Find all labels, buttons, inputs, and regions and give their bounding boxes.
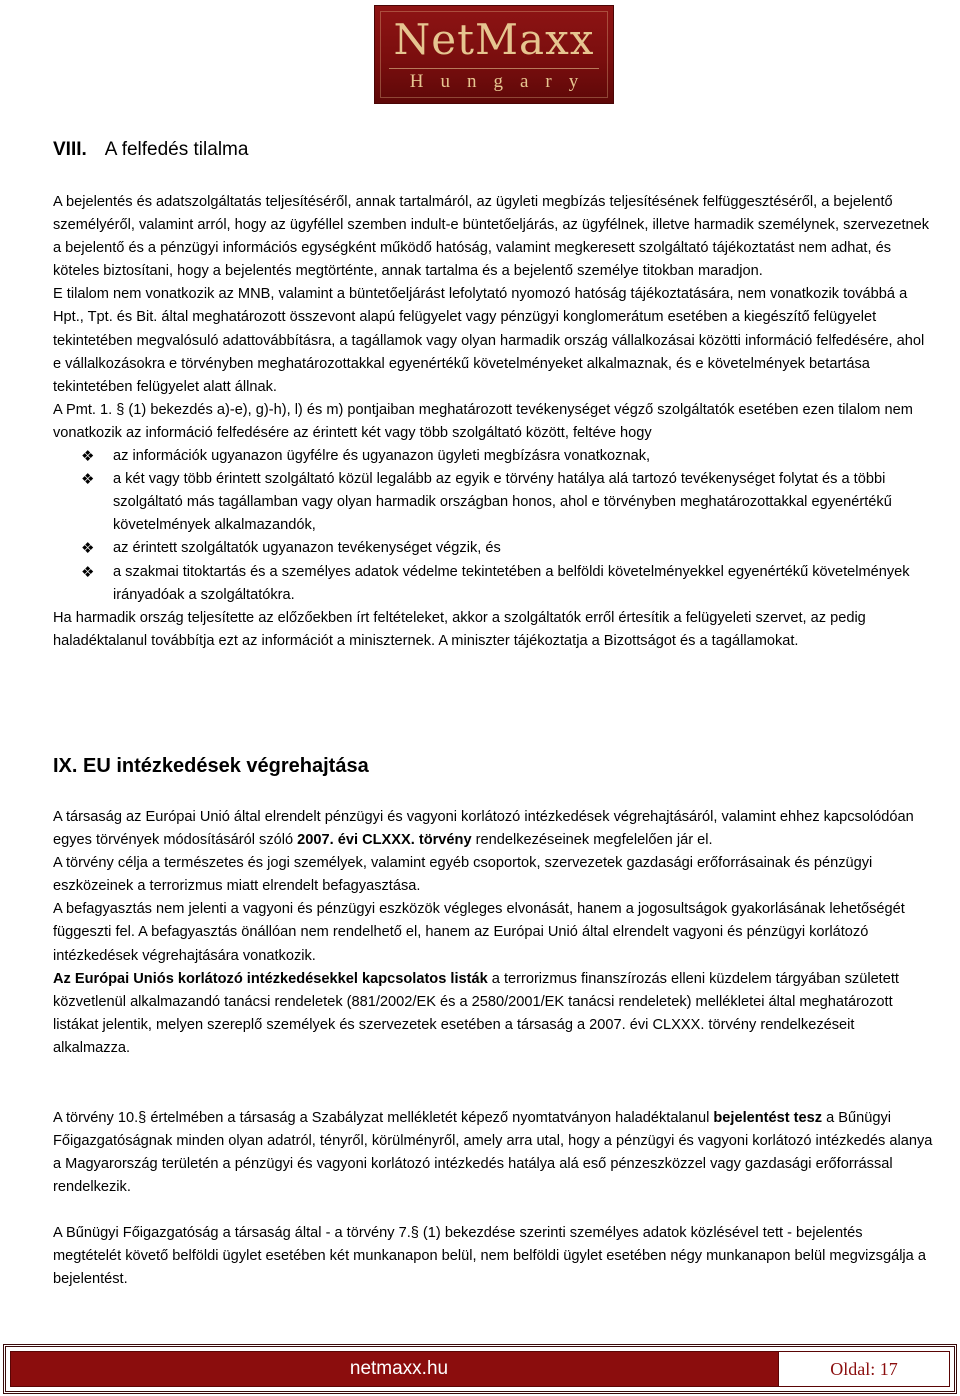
list-item: [53, 561, 933, 607]
section-ix-text: [53, 806, 933, 1060]
paragraph: A Pmt. 1. § (1) bekezdés a)-e), g)-h), l) és m) pontjaiban meghatározott tevékenységet végző szolgáltatók esetében ezen tilalom nem vonatkozik az információ felfedésére az érintett két vagy több szolgáltató között, feltéve hogy: [53, 401, 913, 441]
paragraph: A Bűnügyi Főigazgatóság a társaság által - a törvény 7.§ (1) bekezdése szerinti személyes adatok közlésével tett - bejelentés megtételét követő belföldi ügylet esetében két munkanapon belül, nem belföldi ügylet esetében négy munkanapon belül megvizsgálja a bejelentést.: [53, 1225, 926, 1288]
section-viii-number: VIII.: [53, 139, 87, 160]
bold-term: Az Európai Uniós korlátozó intézkedésekkel kapcsolatos listák: [53, 970, 488, 987]
section-viii-heading: [53, 138, 248, 162]
logo-name: NetMaxx: [393, 15, 595, 64]
netmaxx-logo: [374, 5, 614, 104]
section-viii-text: [53, 191, 933, 653]
diamond-bullet-icon: ❖: [81, 563, 95, 581]
paragraph: A bejelentés és adatszolgáltatás teljesítéséről, annak tartalmáról, az ügyleti megbízás teljesítésének felfüggesztéséről, a bejelentő személyéről, valamint arról, hogy az ügyféllel szemben indult-e büntetőeljárás, az ügyfélnek, illetve harmadik személynek, szervezetnek a bejelentő és a pénzügyi információs egységként működő hatóság, valamint megkeresett szolgáltató tájékoztatást nem adhat, és köteles biztosítani, hogy a bejelentés megtörténte, annak tartalma és a bejelentő személye titokban maradjon.: [53, 194, 930, 280]
bold-term: bejelentést tesz: [713, 1110, 823, 1126]
paragraph: A befagyasztás nem jelenti a vagyoni és pénzügyi eszközök végleges elvonását, hanem a jogosultságok gyakorlásának lehetőségét függeszti fel. A befagyasztás önállóan nem rendelhető el, hanem az Európai Unió által elrendelt vagyoni és pénzügyi korlátozó intézkedések végrehajtására vonatkozik.: [53, 901, 905, 964]
section-ix-text-2: [53, 1107, 933, 1199]
list-item: [53, 445, 933, 468]
paragraph: [53, 1107, 933, 1199]
list-item-text: az információk ugyanazon ügyfélre és ugyanazon ügyleti megbízásra vonatkoznak,: [113, 448, 651, 465]
text-run: a Bűnügyi Főigazgatóságnak minden olyan adatról, tényről, körülményről, amely arra utal, hogy a pénzügyi és vagyoni korlátozó intézkedés alanya a Magyarország területén a pénzügyi és vagyoni korlátozó intézkedés hatálya alá eső pénzeszközzel vagy gazdasági erőforrással rendelkezik.: [53, 1110, 933, 1196]
list-item: [53, 468, 933, 537]
list-item-text: a két vagy több érintett szolgáltató közül legalább az egyik e törvény hatálya alá tartozó tevékenységet folytat és a többi szolgáltató más tagállamban vagy olyan harmadik országban honos, ahol e törvényben meghatározottakkal egyenértékű követelmények alkalmazandók,: [113, 471, 892, 534]
list-item-text: a szakmai titoktartás és a személyes adatok védelme tekintetében a belföldi követelményekkel egyenértékű követelmények irányadóak a szolgáltatókra.: [113, 563, 910, 603]
condition-list: [53, 445, 933, 607]
diamond-bullet-icon: ❖: [81, 448, 95, 466]
footer-band: [10, 1351, 950, 1387]
text-run: A törvény 10.§ értelmében a társaság a Szabályzat mellékletét képező nyomtatványon haladéktalanul: [53, 1110, 714, 1126]
footer-url: netmaxx.hu: [349, 1358, 449, 1379]
logo-subtitle: Hungary: [409, 71, 596, 92]
page-footer: [3, 1344, 957, 1394]
law-reference: 2007. évi CLXXX. törvény: [297, 832, 472, 849]
logo-divider: [389, 68, 599, 69]
paragraph: A törvény célja a természetes és jogi személyek, valamint egyéb csoportok, szervezetek gazdasági erőforrásainak és pénzügyi eszközeinek a terrorizmus miatt elrendelt befagyasztása.: [53, 855, 873, 895]
page-number: Oldal: 17: [778, 1352, 949, 1386]
paragraph: Ha harmadik ország teljesítette az előzőekben írt feltételeket, akkor a szolgáltatók erről értesítik a felügyeleti szervet, az pedig haladéktalanul továbbítja ezt az információt a miniszternek. A miniszter tájékoztatja a Bizottságot és a tagállamokat.: [53, 609, 866, 649]
diamond-bullet-icon: ❖: [81, 540, 95, 558]
section-ix-heading: IX. EU intézkedések végrehajtása: [53, 755, 369, 777]
paragraph: [53, 968, 933, 1060]
list-item-text: az érintett szolgáltatók ugyanazon tevékenységet végzik, és: [113, 540, 501, 557]
text-run: a terrorizmus finanszírozás elleni küzdelem tárgyában született közvetlenül alkalmazandó tanácsi rendeletek (881/2002/EK és a 2580/2001/EK tanácsi rendeletek) mellékletei által meghatározott listákat jelentik, melyen szereplő személyek és szervezetek esetében a társaság a 2007. évi CLXXX. törvény rendelkezéseit alkalmazza.: [53, 970, 899, 1056]
paragraph: [53, 806, 933, 852]
diamond-bullet-icon: ❖: [81, 471, 95, 489]
text-run: rendelkezéseinek megfelelően jár el.: [471, 832, 713, 849]
section-viii-title: A felfedés tilalma: [104, 139, 249, 160]
section-ix-text-3: [53, 1222, 933, 1291]
list-item: [53, 537, 933, 560]
text-run: A társaság az Európai Unió által elrendelt pénzügyi és vagyoni korlátozó intézkedések végrehajtásáról, valamint ehhez kapcsolódóan egyes törvények módosításáról szóló: [53, 809, 914, 849]
paragraph: E tilalom nem vonatkozik az MNB, valamint a büntetőeljárást lefolytató nyomozó hatóság tájékoztatására, nem vonatkozik továbbá a Hpt., Tpt. és Bit. által meghatározott összevont alapú felügyelet vagy pénzügyi konglomerátum esetében a kiegészítő felügyelet tekintetében megvalósuló adattovábbításra, a tagállamok vagy olyan harmadik ország vállalkozásai közötti információ felfedésére, ahol e vállalkozásokra e törvényben meghatározottakkal egyenértékű követelményeket alkalmaznak, és e követelmények betartása tekintetében felügyelet alatt állnak.: [53, 286, 925, 395]
